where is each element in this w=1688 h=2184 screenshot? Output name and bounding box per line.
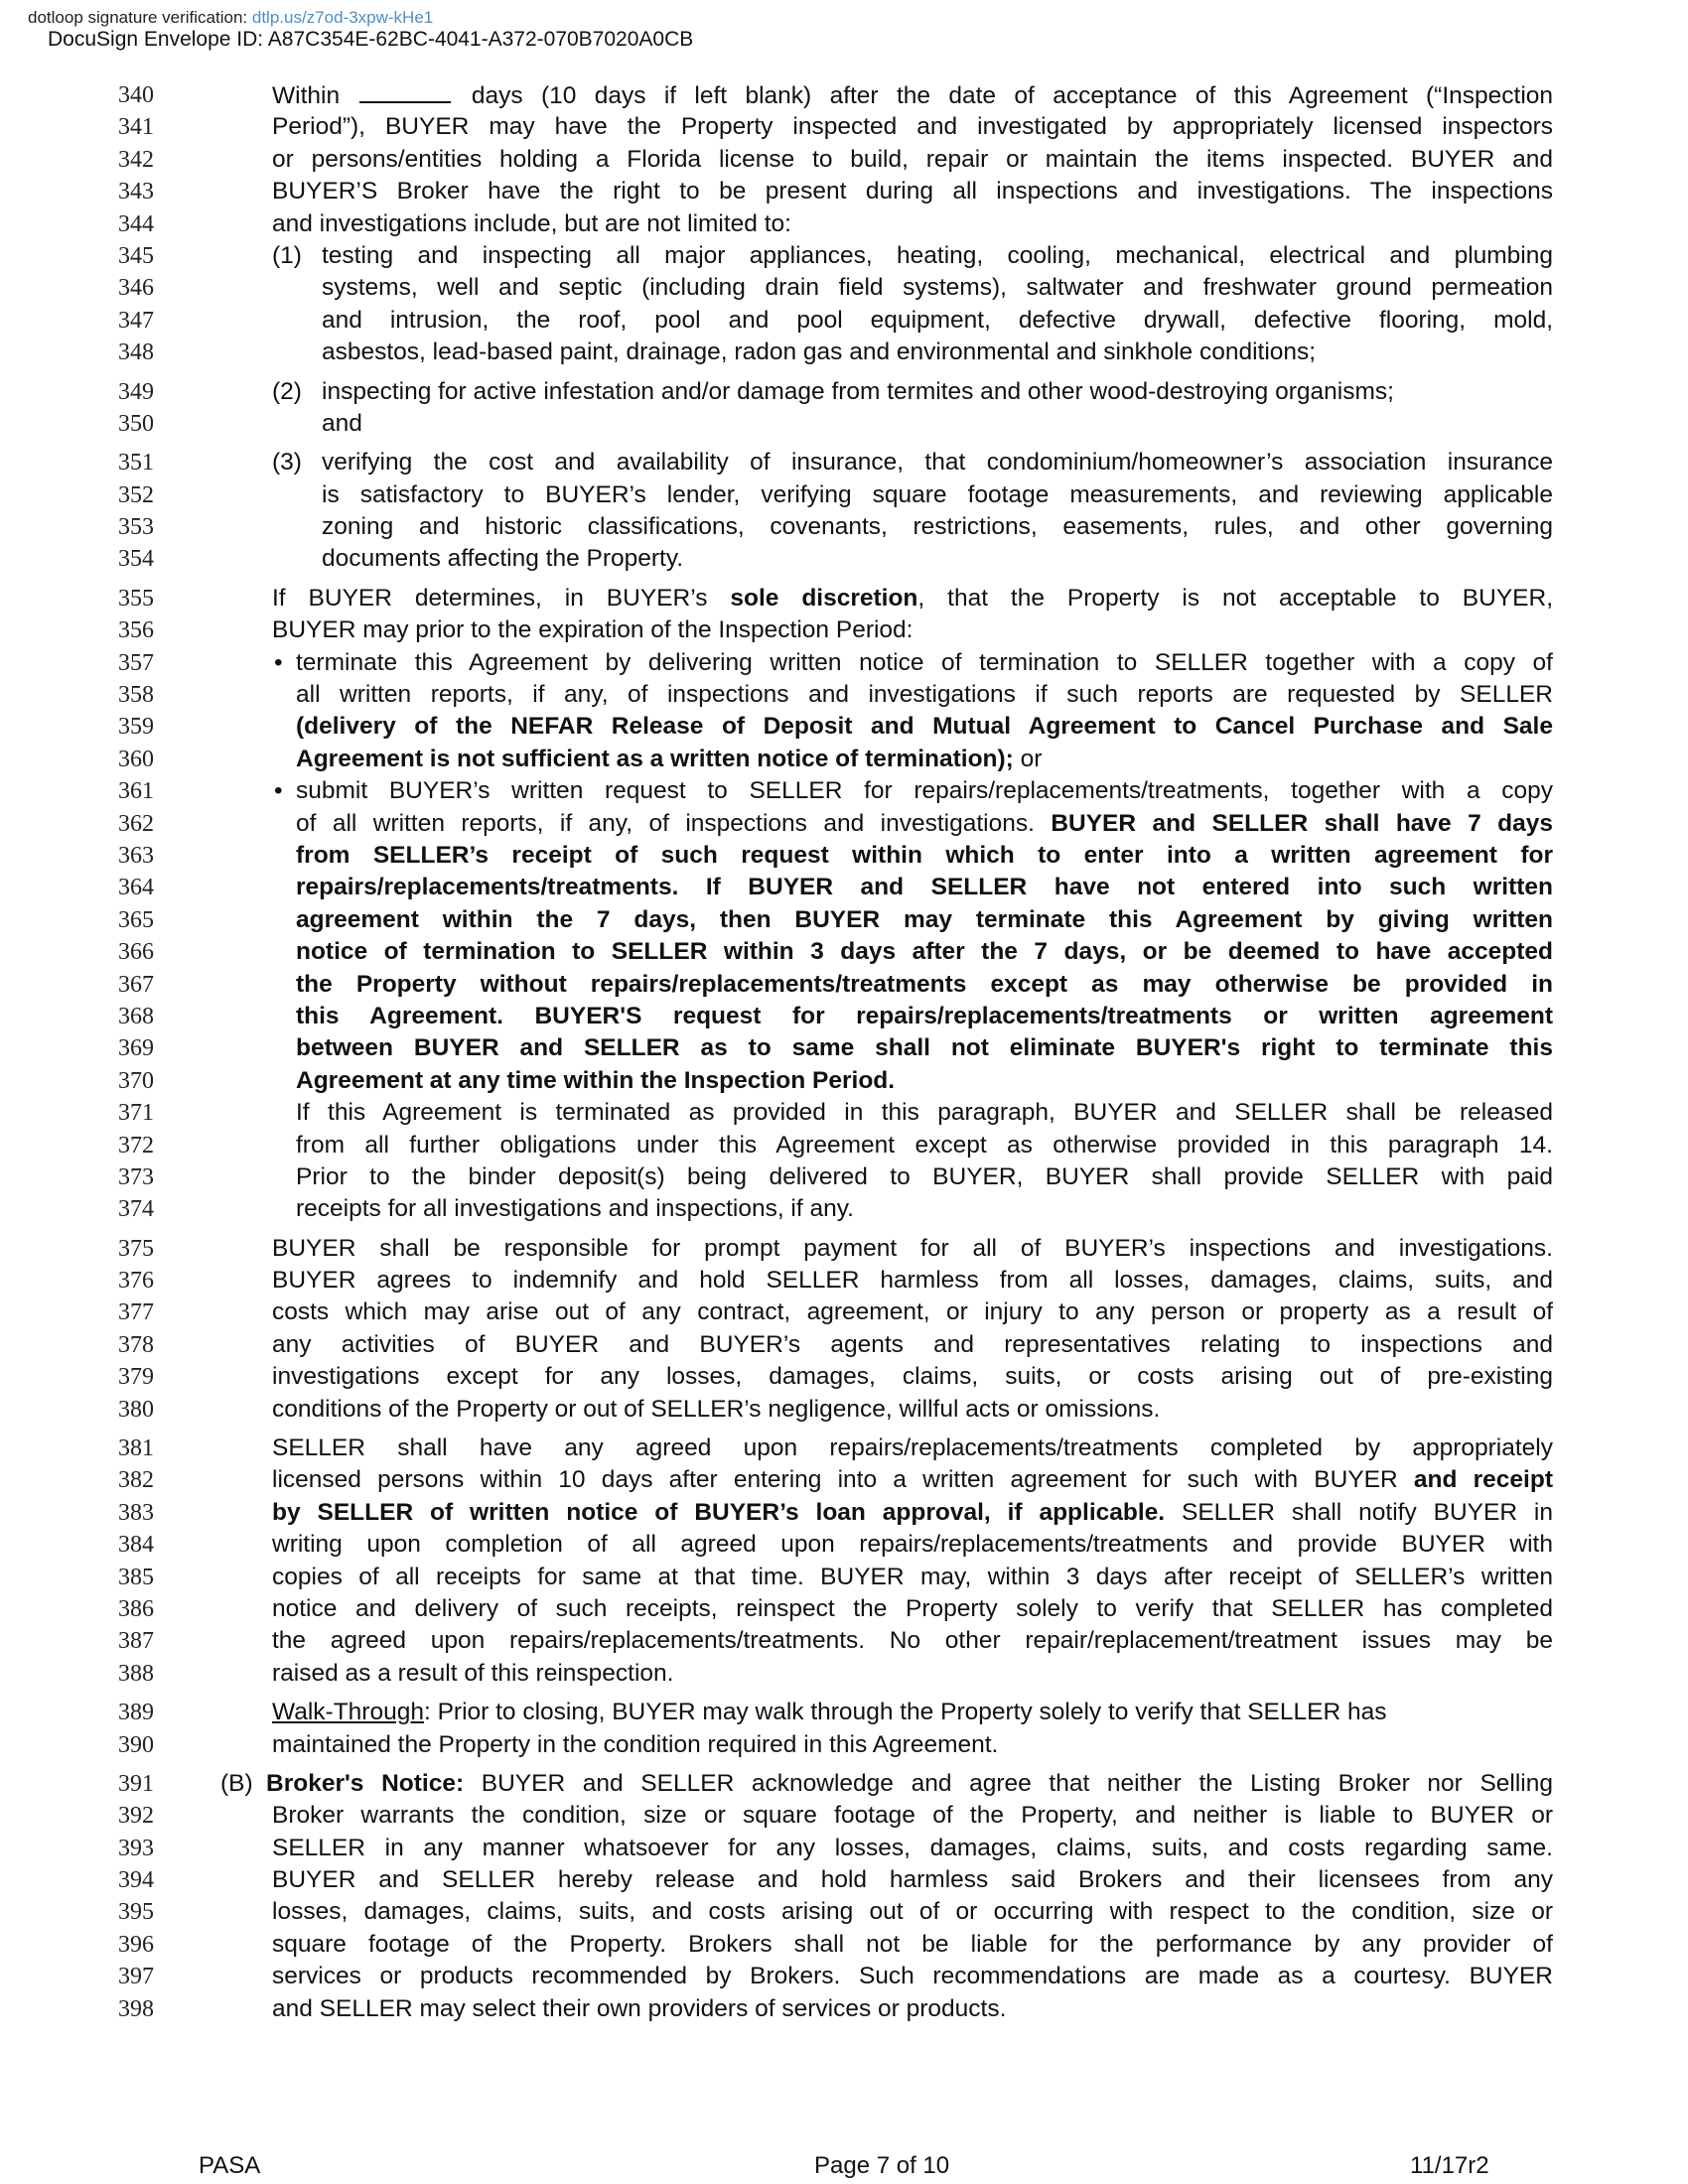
doc-line [0, 1768, 1688, 1800]
line-number: 355 [118, 585, 154, 612]
line-text: If this Agreement is terminated as provided in this paragraph, BUYER and SELLER shall be released [296, 1099, 1553, 1127]
doc-line [0, 1864, 1688, 1896]
line-text: Agreement is not sufficient as a written notice of termination); or [296, 745, 1043, 772]
line-text: all written reports, if any, of inspections and investigations if such reports are requested by SELLER [296, 681, 1553, 709]
line-number: 347 [118, 307, 154, 334]
line-number: 346 [118, 275, 154, 302]
line-number: 341 [118, 114, 154, 141]
doc-line [0, 1130, 1688, 1161]
line-text: conditions of the Property or out of SELLER’s negligence, willful acts or omissions. [272, 1395, 1161, 1423]
line-number: 395 [118, 1899, 154, 1926]
line-number: 370 [118, 1067, 154, 1094]
line-text: Prior to the binder deposit(s) being delivered to BUYER, BUYER shall provide SELLER with paid [296, 1162, 1553, 1190]
dotloop-verification [28, 8, 433, 28]
doc-line [0, 1833, 1688, 1864]
line-number: 379 [118, 1364, 154, 1391]
line-number: 352 [118, 481, 154, 508]
line-number: 382 [118, 1467, 154, 1494]
line-text: from SELLER’s receipt of such request within which to enter into a written agreement for [296, 841, 1553, 869]
line-text: receipts for all investigations and inspections, if any. [296, 1195, 854, 1223]
line-text: Period”), BUYER may have the Property inspected and investigated by appropriately licensed inspectors [272, 113, 1553, 141]
line-number: 359 [118, 714, 154, 741]
line-text: the Property without repairs/replacements/treatments except as may otherwise be provided in [296, 970, 1553, 998]
line-text: BUYER may prior to the expiration of the Inspection Period: [272, 616, 914, 644]
doc-line [0, 1161, 1688, 1193]
doc-line [0, 1394, 1688, 1426]
doc-line [0, 1065, 1688, 1097]
doc-line [0, 1929, 1688, 1961]
line-text: notice of termination to SELLER within 3 days after the 7 days, or be deemed to have accepted [296, 938, 1553, 966]
line-number: 389 [118, 1700, 154, 1726]
line-number: 371 [118, 1100, 154, 1127]
doc-line [0, 1497, 1688, 1529]
line-number: 340 [118, 82, 154, 108]
doc-line [0, 1233, 1688, 1265]
line-text: testing and inspecting all major appliances, heating, cooling, mechanical, electrical and plumbing [322, 241, 1553, 269]
doc-line [0, 614, 1688, 646]
line-number: 385 [118, 1564, 154, 1590]
doc-line [0, 1800, 1688, 1832]
doc-line [0, 1297, 1688, 1328]
doc-line [0, 272, 1688, 304]
line-number: 364 [118, 875, 154, 901]
line-number: 360 [118, 746, 154, 772]
walk-through-heading: Walk-Through [272, 1699, 424, 1726]
list-marker: (1) [272, 241, 302, 269]
line-text: services or products recommended by Brokers. Such recommendations are made as a courtesy. BUYER [272, 1963, 1553, 1990]
line-text: square footage of the Property. Brokers shall not be liable for the performance by any provider of [272, 1930, 1553, 1958]
doc-line [0, 543, 1688, 575]
line-text: inspecting for active infestation and/or damage from termites and other wood-destroying organisms; [322, 377, 1394, 405]
line-text: repairs/replacements/treatments. If BUYER and SELLER have not entered into such written [296, 874, 1553, 901]
line-text: notice and delivery of such receipts, reinspect the Property solely to verify that SELLER has completed [272, 1594, 1553, 1622]
doc-line [0, 376, 1688, 408]
line-text: raised as a result of this reinspection. [272, 1659, 674, 1687]
line-text: Broker's Notice: BUYER and SELLER acknowledge and agree that neither the Listing Broker nor Selling [266, 1769, 1553, 1797]
doc-line [0, 1729, 1688, 1761]
line-text: BUYER shall be responsible for prompt payment for all of BUYER’s inspections and investigations. [272, 1234, 1553, 1262]
line-number: 349 [118, 378, 154, 405]
line-number: 383 [118, 1499, 154, 1526]
line-text: BUYER agrees to indemnify and hold SELLER harmless from all losses, damages, claims, suits, and [272, 1267, 1553, 1295]
doc-line [0, 969, 1688, 1001]
line-text: Agreement at any time within the Inspection Period. [296, 1066, 896, 1094]
line-text: terminate this Agreement by delivering written notice of termination to SELLER together with a copy of [296, 648, 1553, 676]
doc-line [0, 904, 1688, 936]
doc-line [0, 111, 1688, 143]
line-number: 377 [118, 1299, 154, 1326]
line-number: 343 [118, 179, 154, 205]
doc-line [0, 775, 1688, 807]
footer-page-number: Page 7 of 10 [814, 2152, 950, 2179]
line-text: BUYER’S Broker have the right to be present during all inspections and investigations. The inspections [272, 178, 1553, 205]
doc-line [0, 744, 1688, 775]
line-text: this Agreement. BUYER'S request for repairs/replacements/treatments or written agreement [296, 1002, 1553, 1029]
doc-line [0, 1529, 1688, 1561]
line-text: agreement within the 7 days, then BUYER may terminate this Agreement by giving written [296, 905, 1553, 933]
doc-line [0, 305, 1688, 337]
line-text: is satisfactory to BUYER’s lender, verifying square footage measurements, and reviewing applicable [322, 480, 1553, 508]
line-text: and [322, 409, 362, 437]
doc-line [0, 1658, 1688, 1690]
doc-line [0, 1329, 1688, 1361]
doc-line [0, 447, 1688, 478]
doc-line [0, 408, 1688, 440]
bullet-marker: • [274, 777, 283, 805]
line-text: of all written reports, if any, of inspections and investigations. BUYER and SELLER shall have 7 days [296, 809, 1553, 837]
line-text: documents affecting the Property. [322, 545, 684, 573]
line-text: losses, damages, claims, suits, and costs arising out of or occurring with respect to the condition, size or [272, 1898, 1553, 1926]
line-number: 342 [118, 146, 154, 173]
line-number: 375 [118, 1235, 154, 1262]
docusign-envelope-id: DocuSign Envelope ID: A87C354E-62BC-4041-A372-070B7020A0CB [48, 28, 694, 51]
line-text: investigations except for any losses, damages, claims, suits, or costs arising out of pre-existing [272, 1363, 1553, 1391]
doc-line [0, 511, 1688, 543]
doc-line [0, 840, 1688, 872]
bullet-marker: • [274, 648, 283, 676]
doc-line [0, 1593, 1688, 1625]
line-text: from all further obligations under this Agreement except as otherwise provided in this paragraph 14. [296, 1131, 1553, 1159]
doc-line [0, 711, 1688, 743]
line-number: 356 [118, 617, 154, 644]
line-number: 398 [118, 1995, 154, 2022]
doc-line [0, 240, 1688, 272]
line-number: 366 [118, 939, 154, 966]
doc-line [0, 1265, 1688, 1297]
line-number: 345 [118, 242, 154, 269]
line-number: 376 [118, 1268, 154, 1295]
doc-line [0, 1993, 1688, 2025]
inspection-days-blank[interactable] [359, 79, 451, 103]
doc-line [0, 208, 1688, 240]
footer-revision: 11/17r2 [1410, 2152, 1489, 2179]
line-number: 362 [118, 810, 154, 837]
doc-line [0, 872, 1688, 903]
doc-line [0, 337, 1688, 368]
line-text: and investigations include, but are not limited to: [272, 209, 791, 237]
line-text: maintained the Property in the condition required in this Agreement. [272, 1730, 999, 1758]
line-number: 344 [118, 210, 154, 237]
doc-line [0, 583, 1688, 614]
line-text: If BUYER determines, in BUYER’s sole discretion, that the Property is not acceptable to BUYER, [272, 584, 1553, 612]
line-number: 372 [118, 1132, 154, 1159]
doc-line [0, 1361, 1688, 1393]
document-body [0, 79, 1688, 2025]
line-text: SELLER in any manner whatsoever for any losses, damages, claims, suits, and costs regarding same. [272, 1834, 1553, 1861]
line-text: systems, well and septic (including drain field systems), saltwater and freshwater ground permeation [322, 274, 1553, 302]
line-number: 350 [118, 410, 154, 437]
doc-line [0, 1896, 1688, 1928]
brokers-notice-heading: Broker's Notice: [266, 1769, 465, 1797]
line-number: 391 [118, 1770, 154, 1797]
doc-line [0, 808, 1688, 840]
doc-line [0, 679, 1688, 711]
dotloop-label: dotloop signature verification: [28, 8, 248, 27]
line-number: 357 [118, 649, 154, 676]
doc-line [0, 1562, 1688, 1593]
line-number: 384 [118, 1532, 154, 1559]
doc-line [0, 1097, 1688, 1129]
line-number: 351 [118, 450, 154, 477]
line-text: asbestos, lead-based paint, drainage, radon gas and environmental and sinkhole conditions; [322, 339, 1317, 366]
line-number: 390 [118, 1731, 154, 1758]
doc-line [0, 936, 1688, 968]
line-number: 365 [118, 906, 154, 933]
line-text: the agreed upon repairs/replacements/treatments. No other repair/replacement/treatment issues may be [272, 1627, 1553, 1655]
line-text: copies of all receipts for same at that time. BUYER may, within 3 days after receipt of SELLER’s written [272, 1563, 1553, 1590]
line-text: licensed persons within 10 days after entering into a written agreement for such with BUYER and receipt [272, 1466, 1553, 1494]
list-marker: (2) [272, 377, 302, 405]
line-number: 396 [118, 1931, 154, 1958]
line-text: any activities of BUYER and BUYER’s agents and representatives relating to inspections and [272, 1330, 1553, 1358]
line-number: 354 [118, 546, 154, 573]
doc-line [0, 1433, 1688, 1464]
footer-form-code: PASA [199, 2152, 261, 2179]
line-number: 368 [118, 1003, 154, 1029]
section-marker: (B) [220, 1769, 253, 1797]
line-text: SELLER shall have any agreed upon repairs/replacements/treatments completed by appropriately [272, 1434, 1553, 1462]
doc-line [0, 1625, 1688, 1657]
line-text: and SELLER may select their own providers of services or products. [272, 1994, 1007, 2022]
line-text: submit BUYER’s written request to SELLER for repairs/replacements/treatments, together with a copy [296, 777, 1553, 805]
doc-line [0, 1961, 1688, 1992]
doc-line [0, 176, 1688, 207]
doc-line [0, 647, 1688, 679]
line-number: 392 [118, 1803, 154, 1830]
line-number: 393 [118, 1835, 154, 1861]
doc-line [0, 1032, 1688, 1064]
line-number: 367 [118, 971, 154, 998]
dotloop-link[interactable]: dtlp.us/z7od-3xpw-kHe1 [251, 8, 434, 27]
line-number: 386 [118, 1595, 154, 1622]
line-text: and intrusion, the roof, pool and pool equipment, defective drywall, defective flooring, mold, [322, 306, 1553, 334]
doc-line [0, 79, 1688, 111]
doc-line [0, 1697, 1688, 1728]
line-text: zoning and historic classifications, covenants, restrictions, easements, rules, and other governing [322, 513, 1553, 541]
line-number: 397 [118, 1964, 154, 1990]
line-number: 363 [118, 842, 154, 869]
line-text: between BUYER and SELLER as to same shall not eliminate BUYER's right to terminate this [296, 1034, 1553, 1062]
line-number: 361 [118, 778, 154, 805]
line-text: verifying the cost and availability of insurance, that condominium/homeowner’s association insurance [322, 449, 1553, 477]
line-text: costs which may arise out of any contract, agreement, or injury to any person or property as a result of [272, 1298, 1553, 1326]
line-number: 380 [118, 1396, 154, 1423]
doc-line [0, 144, 1688, 176]
line-text: (delivery of the NEFAR Release of Deposit and Mutual Agreement to Cancel Purchase and Sale [296, 713, 1553, 741]
doc-line [0, 479, 1688, 511]
line-number: 378 [118, 1331, 154, 1358]
line-number: 373 [118, 1163, 154, 1190]
line-number: 374 [118, 1196, 154, 1223]
list-marker: (3) [272, 449, 302, 477]
line-text: writing upon completion of all agreed upon repairs/replacements/treatments and provide BUYER with [272, 1531, 1553, 1559]
line-text: or persons/entities holding a Florida license to build, repair or maintain the items inspected. BUYER and [272, 145, 1553, 173]
line-number: 394 [118, 1867, 154, 1894]
line-text: Walk-Through: Prior to closing, BUYER may walk through the Property solely to verify that SELLER has [272, 1699, 1387, 1726]
line-text: Broker warrants the condition, size or square footage of the Property, and neither is liable to BUYER or [272, 1802, 1553, 1830]
line-number: 353 [118, 514, 154, 541]
line-number: 348 [118, 340, 154, 366]
line-number: 387 [118, 1628, 154, 1655]
line-text: BUYER and SELLER hereby release and hold harmless said Brokers and their licensees from any [272, 1866, 1553, 1894]
line-text: by SELLER of written notice of BUYER’s loan approval, if applicable. SELLER shall notify BUYER in [272, 1498, 1553, 1526]
doc-line [0, 1464, 1688, 1496]
line-text: Within days (10 days if left blank) after the date of acceptance of this Agreement (“Inspection [272, 79, 1553, 112]
line-number: 369 [118, 1035, 154, 1062]
line-number: 381 [118, 1435, 154, 1462]
doc-line [0, 1001, 1688, 1032]
line-number: 358 [118, 682, 154, 709]
line-number: 388 [118, 1660, 154, 1687]
doc-line [0, 1193, 1688, 1225]
